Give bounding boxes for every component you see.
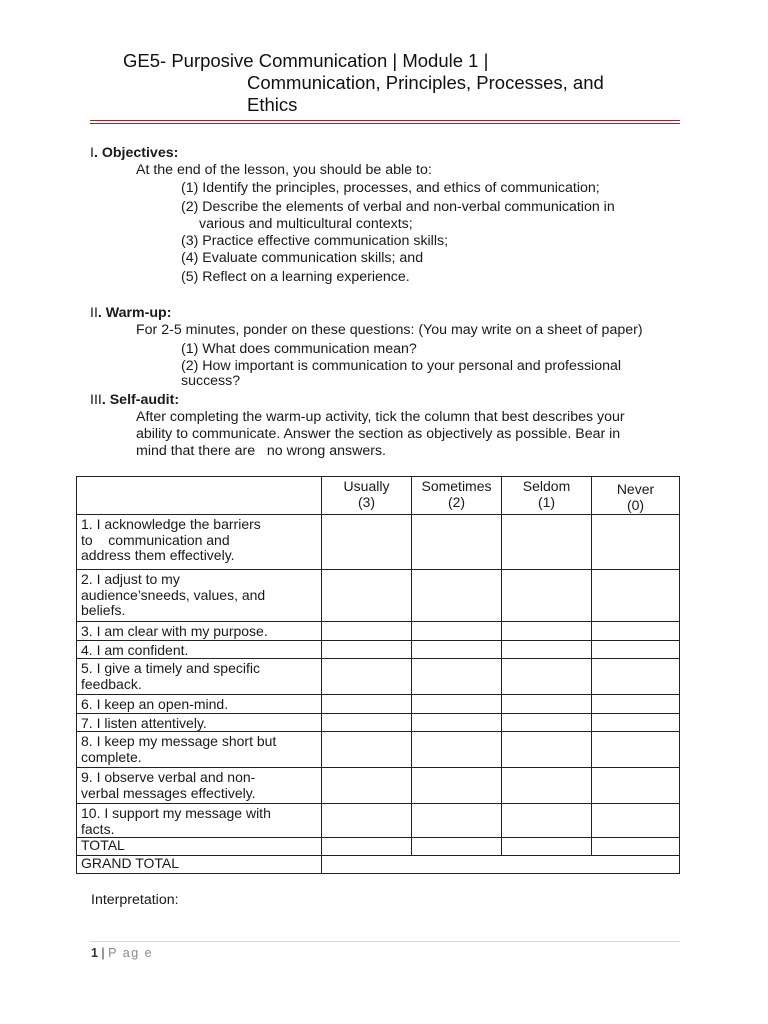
table-row: [77, 570, 680, 622]
statement-line: 3. I am clear with my purpose.: [81, 623, 268, 639]
statement-line: facts.: [81, 820, 115, 837]
selfaudit-line-3: mind that there are no wrong answers.: [136, 443, 386, 459]
tick-cell-usually[interactable]: [322, 622, 412, 641]
tick-cell-usually[interactable]: [322, 768, 412, 804]
tick-cell-never[interactable]: [592, 768, 680, 804]
table-row: [77, 804, 680, 838]
header-usually: [322, 477, 412, 515]
header-never: [592, 477, 680, 515]
objectives-heading: [90, 145, 178, 162]
table-row: [77, 640, 680, 659]
header-sometimes: [412, 477, 502, 515]
total-cell-sometimes[interactable]: [412, 838, 502, 856]
header-title-line-2: Communication, Principles, Processes, and: [247, 72, 604, 93]
tick-cell-usually[interactable]: [322, 570, 412, 622]
warmup-heading: [90, 305, 171, 322]
tick-cell-never[interactable]: [592, 804, 680, 838]
statement-cell: [77, 695, 322, 714]
total-row: [77, 838, 680, 856]
header-label: Sometimes: [421, 478, 492, 494]
interpretation-label: Interpretation:: [91, 892, 179, 908]
header-label: Never: [616, 481, 655, 497]
warmup-intro: For 2-5 minutes, ponder on these questions: (You may write on a sheet of paper): [136, 322, 643, 338]
warmup-question-2-cont: success?: [181, 373, 241, 389]
table-row: [77, 768, 680, 804]
statement-cell: [77, 515, 322, 570]
selfaudit-line-2: ability to communicate. Answer the section as objectively as possible. Bear in: [136, 426, 621, 442]
table-row: [77, 622, 680, 641]
page-number: 1: [91, 946, 98, 960]
tick-cell-sometimes[interactable]: [412, 622, 502, 641]
tick-cell-sometimes[interactable]: [412, 659, 502, 695]
header-label: Usually: [343, 478, 390, 494]
statement-line: beliefs.: [81, 602, 126, 618]
grand-total-value-cell[interactable]: [322, 856, 680, 874]
objectives-numeral: I: [90, 145, 94, 161]
tick-cell-never[interactable]: [592, 640, 680, 659]
objective-item-2-cont: various and multicultural contexts;: [199, 216, 413, 232]
selfaudit-heading-text: . Self-audit:: [101, 392, 180, 408]
tick-cell-seldom[interactable]: [502, 713, 592, 732]
header-score: (3): [357, 493, 376, 510]
tick-cell-usually[interactable]: [322, 640, 412, 659]
tick-cell-seldom[interactable]: [502, 659, 592, 695]
header-score: (1): [537, 493, 556, 510]
table-row: [77, 695, 680, 714]
tick-cell-sometimes[interactable]: [412, 713, 502, 732]
tick-cell-sometimes[interactable]: [412, 640, 502, 659]
page-footer: [91, 946, 153, 960]
statement-line: 5. I give a timely and specific: [81, 660, 260, 676]
tick-cell-never[interactable]: [592, 695, 680, 714]
header-blank-cell: [77, 477, 322, 515]
selfaudit-numeral: III: [90, 392, 102, 408]
statement-cell: [77, 732, 322, 768]
tick-cell-never[interactable]: [592, 515, 680, 570]
total-cell-seldom[interactable]: [502, 838, 592, 856]
tick-cell-usually[interactable]: [322, 695, 412, 714]
statement-line: 9. I observe verbal and non-: [81, 769, 256, 785]
table-row: [77, 659, 680, 695]
tick-cell-sometimes[interactable]: [412, 768, 502, 804]
tick-cell-never[interactable]: [592, 713, 680, 732]
tick-cell-seldom[interactable]: [502, 695, 592, 714]
tick-cell-never[interactable]: [592, 659, 680, 695]
tick-cell-seldom[interactable]: [502, 515, 592, 570]
tick-cell-sometimes[interactable]: [412, 732, 502, 768]
statement-line: address them effectively.: [81, 547, 235, 563]
header-seldom: [502, 477, 592, 515]
objective-item-1: (1) Identify the principles, processes, and ethics of communication;: [181, 180, 600, 196]
statement-line: 7. I listen attentively.: [81, 714, 207, 731]
tick-cell-sometimes[interactable]: [412, 515, 502, 570]
tick-cell-sometimes[interactable]: [412, 804, 502, 838]
tick-cell-never[interactable]: [592, 622, 680, 641]
objective-item-4: (4) Evaluate communication skills; and: [181, 250, 424, 266]
statement-line: 6. I keep an open-mind.: [81, 696, 229, 712]
statement-cell: [77, 804, 322, 838]
warmup-question-2: (2) How important is communication to your personal and professional: [181, 358, 622, 374]
grand-total-label: GRAND TOTAL: [77, 856, 322, 874]
statement-cell: [77, 659, 322, 695]
tick-cell-never[interactable]: [592, 732, 680, 768]
header-score: (0): [626, 496, 645, 513]
statement-line: 10. I support my message with: [81, 805, 271, 821]
tick-cell-sometimes[interactable]: [412, 570, 502, 622]
tick-cell-seldom[interactable]: [502, 570, 592, 622]
tick-cell-seldom[interactable]: [502, 622, 592, 641]
footer-rule: [90, 941, 680, 942]
statement-line: 1. I acknowledge the barriers: [81, 516, 261, 532]
header-rule-top: [90, 120, 680, 121]
selfaudit-heading: [90, 392, 179, 409]
page-word: P ag e: [108, 946, 154, 960]
total-cell-usually[interactable]: [322, 838, 412, 856]
tick-cell-usually[interactable]: [322, 732, 412, 768]
statement-line: to communication and: [81, 531, 230, 548]
tick-cell-seldom[interactable]: [502, 768, 592, 804]
statement-line: 2. I adjust to my: [81, 571, 180, 587]
statement-line: 8. I keep my message short but: [81, 733, 277, 749]
header-score: (2): [447, 493, 466, 510]
warmup-question-1: (1) What does communication mean?: [181, 341, 417, 357]
table-row: [77, 713, 680, 732]
statement-line: verbal messages effectively.: [81, 784, 256, 801]
warmup-numeral: II: [90, 305, 98, 321]
objectives-heading-text: . Objectives:: [93, 145, 179, 161]
tick-cell-usually[interactable]: [322, 659, 412, 695]
objectives-intro: At the end of the lesson, you should be able to:: [136, 162, 432, 178]
tick-cell-usually[interactable]: [322, 713, 412, 732]
table-header-row: [77, 477, 680, 515]
tick-cell-seldom[interactable]: [502, 732, 592, 768]
objective-item-5: (5) Reflect on a learning experience.: [181, 269, 410, 285]
total-label: TOTAL: [77, 838, 322, 856]
total-cell-never[interactable]: [592, 838, 680, 856]
statement-line: audience’sneeds, values, and: [81, 586, 266, 603]
statement-cell: [77, 570, 322, 622]
tick-cell-seldom[interactable]: [502, 640, 592, 659]
tick-cell-never[interactable]: [592, 570, 680, 622]
tick-cell-usually[interactable]: [322, 804, 412, 838]
tick-cell-usually[interactable]: [322, 515, 412, 570]
statement-line: complete.: [81, 748, 142, 765]
objective-item-2: (2) Describe the elements of verbal and non-verbal communication in: [181, 199, 615, 215]
statement-cell: [77, 622, 322, 641]
objective-item-3: (3) Practice effective communication skills;: [181, 233, 449, 249]
grand-total-row: [77, 856, 680, 874]
tick-cell-sometimes[interactable]: [412, 695, 502, 714]
statement-cell: [77, 640, 322, 659]
footer-separator: |: [97, 946, 109, 960]
header-title-line-3: Ethics: [247, 94, 298, 115]
header-label: Seldom: [522, 478, 571, 494]
header-rule-bottom: [90, 123, 680, 124]
tick-cell-seldom[interactable]: [502, 804, 592, 838]
self-audit-table: [76, 476, 680, 874]
table-row: [77, 732, 680, 768]
header-title-line-1: GE5- Purposive Communication | Module 1 |: [123, 50, 489, 71]
warmup-heading-text: . Warm-up:: [97, 305, 172, 321]
document-header: [123, 50, 683, 116]
statement-cell: [77, 713, 322, 732]
statement-cell: [77, 768, 322, 804]
statement-line: feedback.: [81, 675, 142, 692]
selfaudit-line-1: After completing the warm-up activity, tick the column that best describes your: [136, 409, 625, 425]
statement-line: 4. I am confident.: [81, 641, 189, 658]
table-row: [77, 515, 680, 570]
